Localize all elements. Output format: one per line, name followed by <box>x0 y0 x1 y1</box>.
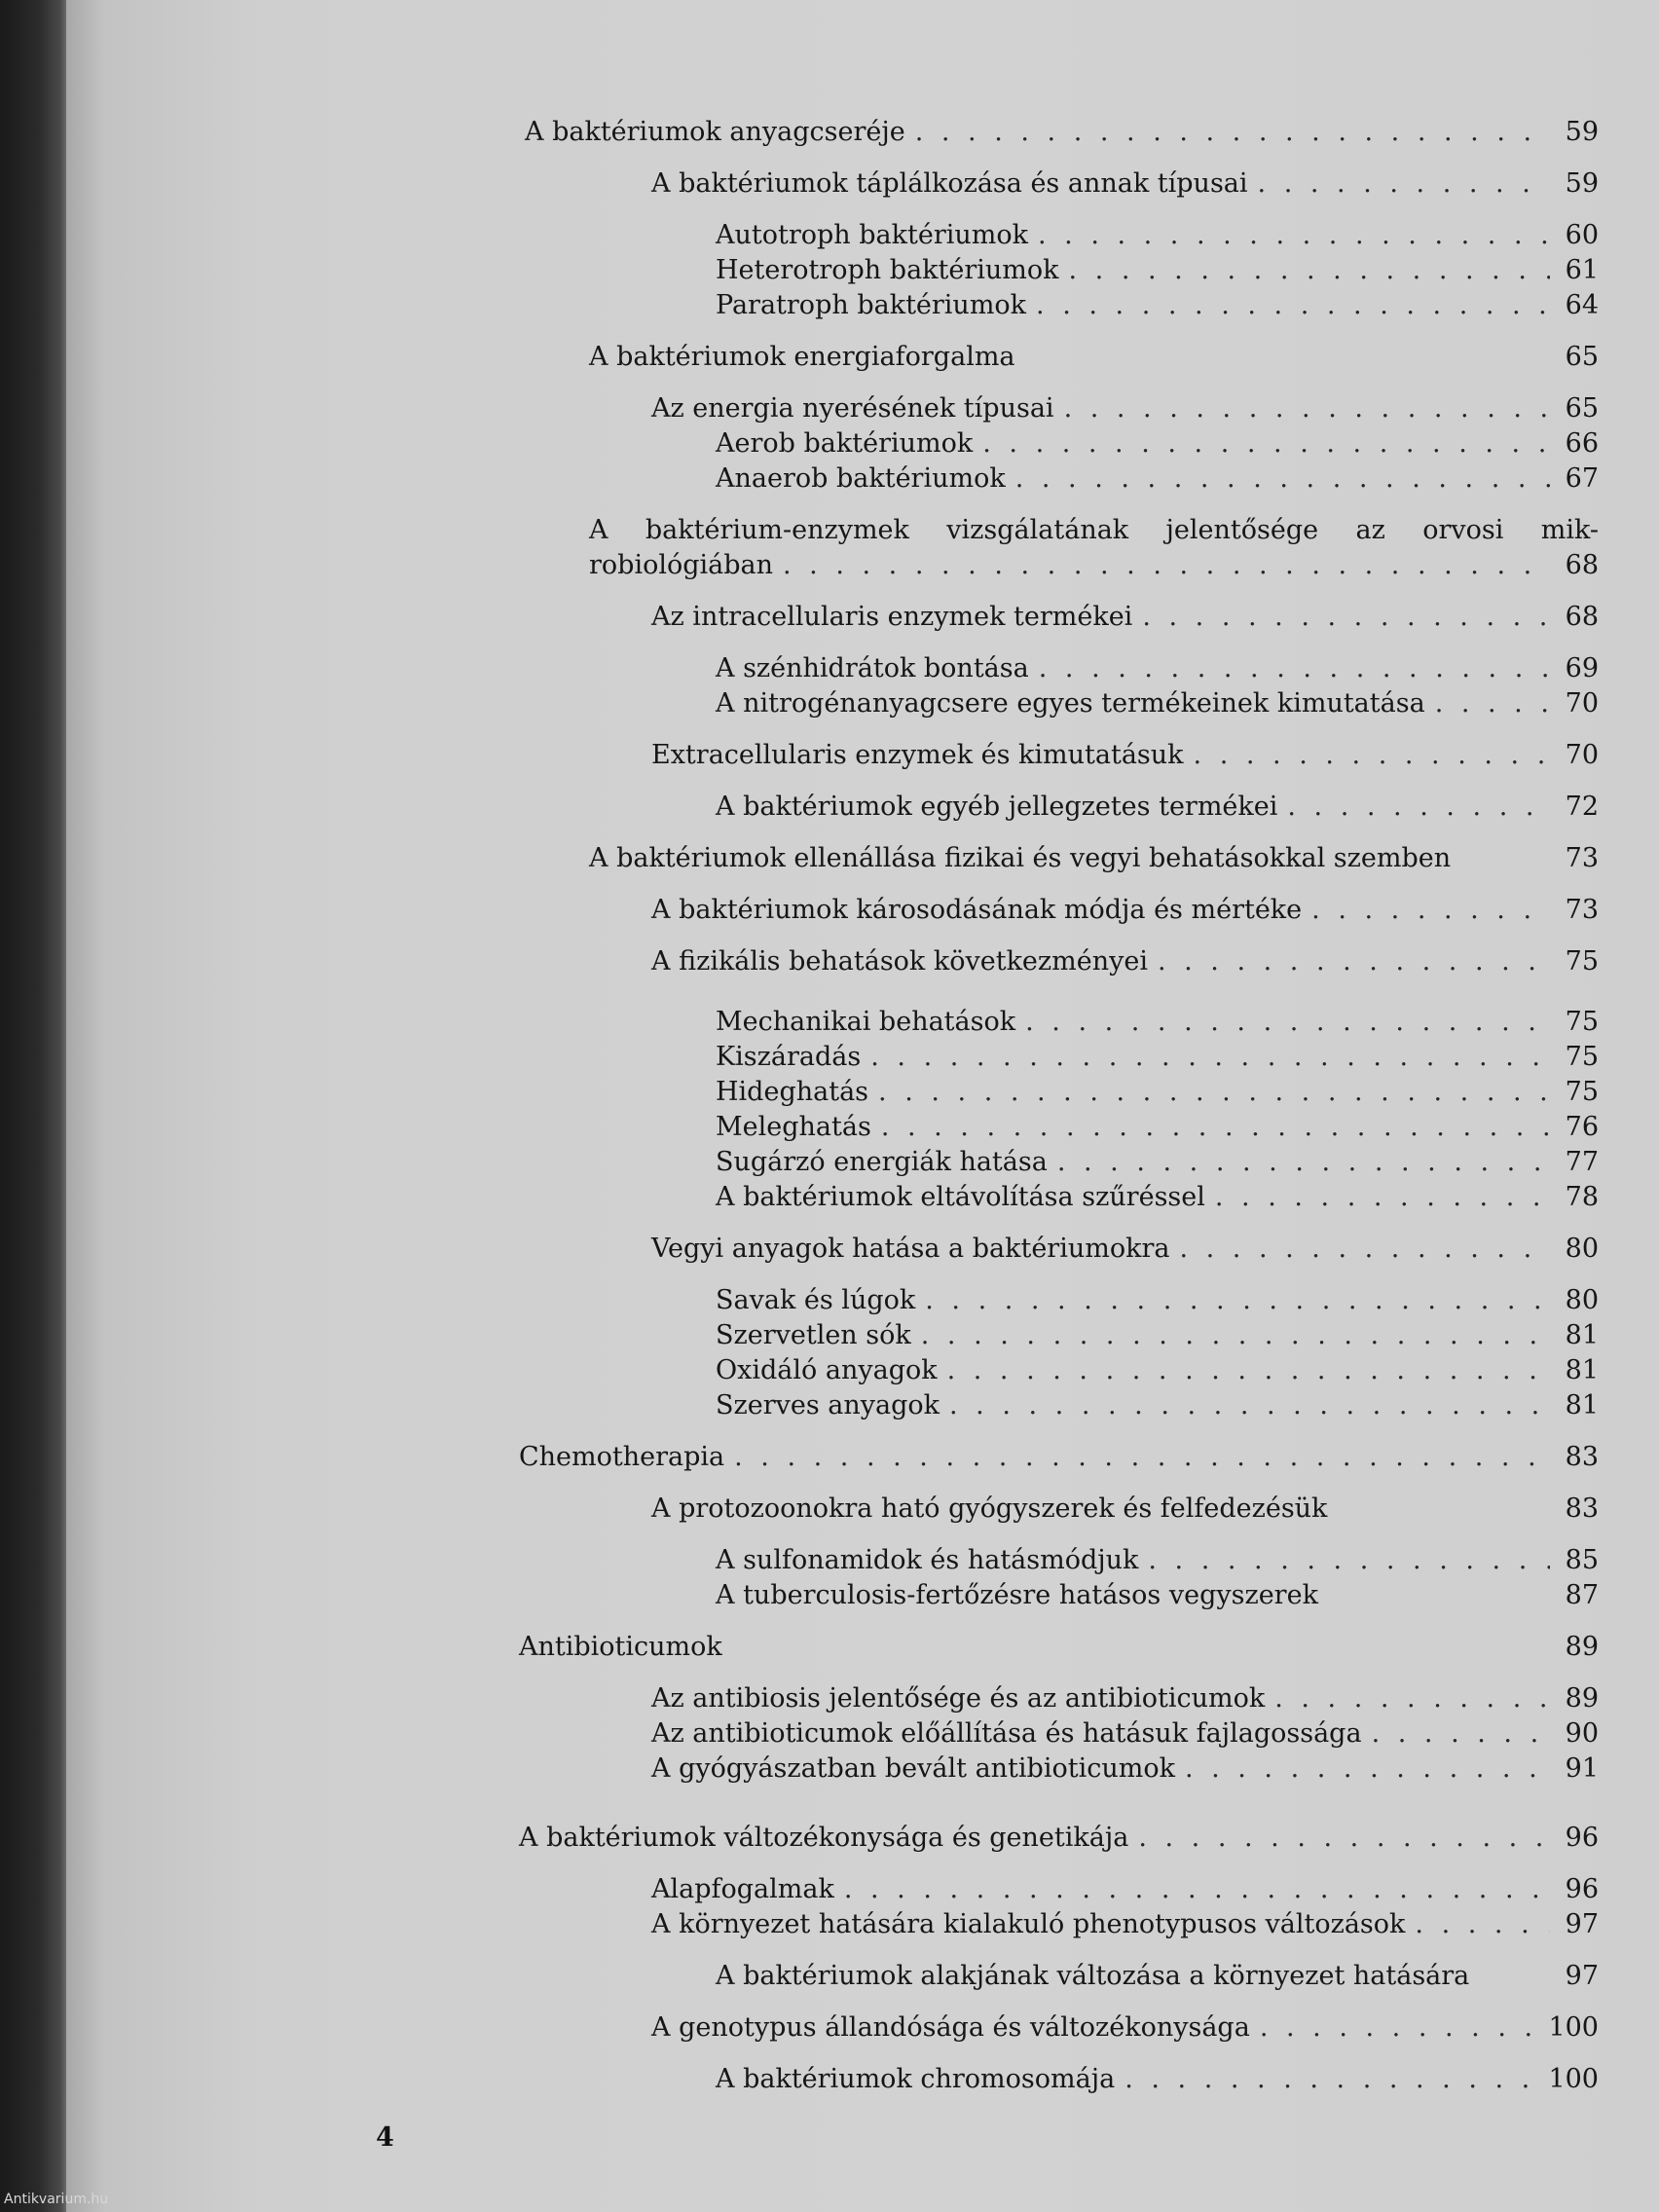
toc-entry-title: A protozoonokra ható gyógyszerek és felfedezésük <box>651 1493 1328 1524</box>
toc-entry <box>716 1318 1599 1353</box>
toc-entry <box>651 1681 1599 1716</box>
toc-entry-page: 100 <box>1548 2012 1599 2043</box>
dot-leader <box>1258 166 1550 202</box>
toc-entry-page: 81 <box>1565 1355 1599 1385</box>
toc-entry-page: 75 <box>1565 946 1599 977</box>
toc-entry <box>651 1232 1599 1267</box>
toc-entry-title: A baktériumok energiaforgalma <box>589 342 1015 372</box>
dot-leader <box>1274 1681 1550 1716</box>
toc-entry <box>651 1751 1599 1787</box>
toc-entry-title: A baktérium-enzymek vizsgálatának jelentősége az orvosi mik- <box>589 515 1599 545</box>
toc-entry-title: Aerob baktériumok <box>716 428 974 459</box>
dot-leader <box>1057 1145 1550 1180</box>
dot-leader <box>1038 218 1550 253</box>
toc-entry <box>519 1821 1599 1856</box>
dot-leader <box>915 115 1550 150</box>
toc-entry-title: Paratroph baktériumok <box>716 290 1027 320</box>
toc-entry-page: 83 <box>1565 1442 1599 1472</box>
toc-entry <box>716 651 1599 686</box>
toc-entry-title: A baktériumok alakjának változása a környezet hatására <box>716 1961 1470 1991</box>
toc-entry-title: A baktériumok ellenállása fizikai és vegyi behatásokkal szemben <box>589 843 1452 873</box>
toc-entry-title: Az energia nyerésének típusai <box>651 393 1054 424</box>
toc-entry-title: Szervetlen sók <box>716 1320 911 1350</box>
toc-entry <box>651 944 1599 979</box>
toc-entry-page: 65 <box>1565 342 1599 372</box>
dot-leader <box>1148 1543 1550 1578</box>
toc-entry-page: 100 <box>1548 2064 1599 2094</box>
toc-entry <box>716 426 1599 461</box>
toc-entry-title: A baktériumok károsodásának módja és mértéke <box>651 895 1303 925</box>
toc-entry <box>651 1716 1599 1751</box>
toc-entry-title: Az antibioticumok előállítása és hatásuk fajlagossága <box>651 1718 1362 1749</box>
toc-entry-page: 70 <box>1565 688 1599 719</box>
toc-entry <box>716 2062 1599 2097</box>
toc-entry-title: Sugárzó energiák hatása <box>716 1147 1048 1177</box>
toc-entry-page: 91 <box>1565 1753 1599 1784</box>
toc-entry <box>519 1630 1599 1665</box>
toc-entry-title: Chemotherapia <box>519 1442 725 1472</box>
toc-entry-title: Mechanikai behatások <box>716 1007 1016 1037</box>
toc-entry-title: Antibioticumok <box>519 1632 722 1662</box>
dot-leader <box>1311 893 1550 928</box>
dot-leader <box>1039 651 1550 686</box>
table-of-contents <box>66 0 1659 2212</box>
dot-leader <box>881 1110 1550 1145</box>
dot-leader <box>1194 738 1550 773</box>
dot-leader <box>1158 944 1550 979</box>
dot-leader <box>1124 2062 1542 2097</box>
toc-entry-title: Meleghatás <box>716 1112 871 1142</box>
toc-entry-page: 89 <box>1565 1683 1599 1714</box>
toc-entry-page: 96 <box>1565 1823 1599 1853</box>
dot-leader <box>1185 1751 1550 1787</box>
dot-leader <box>870 1040 1550 1075</box>
toc-entry-page: 75 <box>1565 1007 1599 1037</box>
toc-entry <box>716 1543 1599 1578</box>
toc-entry <box>525 115 1599 150</box>
dot-leader <box>1064 391 1550 426</box>
toc-entry <box>716 1578 1599 1613</box>
toc-entry-title: A környezet hatására kialakuló phenotypusos változások <box>651 1909 1406 1939</box>
toc-entry <box>589 548 1599 583</box>
toc-entry <box>651 600 1599 635</box>
toc-entry-title: Alapfogalmak <box>651 1874 834 1904</box>
toc-entry-title: Anaerob baktériumok <box>716 463 1006 494</box>
toc-entry-page: 90 <box>1565 1718 1599 1749</box>
toc-entry-page: 60 <box>1565 220 1599 250</box>
toc-entry-page: 68 <box>1565 602 1599 632</box>
toc-entry <box>651 893 1599 928</box>
dot-leader <box>1025 1005 1550 1040</box>
toc-entry-page: 81 <box>1565 1390 1599 1420</box>
toc-entry <box>716 1075 1599 1110</box>
toc-entry-page: 70 <box>1565 740 1599 770</box>
toc-entry <box>716 686 1599 721</box>
toc-entry <box>716 1959 1599 1994</box>
toc-entry <box>716 1388 1599 1423</box>
toc-entry <box>651 166 1599 202</box>
toc-entry-title: Az antibiosis jelentősége és az antibioticumok <box>651 1683 1266 1714</box>
toc-entry-page: 75 <box>1565 1042 1599 1072</box>
toc-entry <box>716 1180 1599 1215</box>
toc-entry <box>716 218 1599 253</box>
dot-leader <box>1435 686 1550 721</box>
toc-entry-page: 73 <box>1565 843 1599 873</box>
dot-leader <box>1287 790 1550 825</box>
toc-entry-page: 89 <box>1565 1632 1599 1662</box>
dot-leader <box>1015 461 1550 497</box>
toc-entry <box>651 2010 1599 2046</box>
dot-leader <box>1069 253 1550 288</box>
toc-entry-title: A tuberculosis-fertőzésre hatásos vegyszerek <box>716 1580 1318 1610</box>
toc-entry-page: 97 <box>1565 1961 1599 1991</box>
toc-entry-page: 81 <box>1565 1320 1599 1350</box>
book-page <box>66 0 1659 2212</box>
toc-entry-title: Kiszáradás <box>716 1042 862 1072</box>
dot-leader <box>878 1075 1550 1110</box>
watermark: Antikvarium.hu <box>4 2192 109 2207</box>
toc-entry-title: Heterotroph baktériumok <box>716 255 1059 285</box>
toc-entry <box>716 1040 1599 1075</box>
toc-entry-page: 76 <box>1565 1112 1599 1142</box>
dot-leader <box>1260 2010 1543 2046</box>
toc-entry-page: 64 <box>1565 290 1599 320</box>
toc-entry-page: 78 <box>1565 1182 1599 1212</box>
toc-entry <box>589 340 1599 375</box>
toc-entry-page: 75 <box>1565 1077 1599 1107</box>
toc-entry-title-cont: robiológiában <box>589 550 774 580</box>
toc-entry <box>651 1492 1599 1527</box>
toc-entry-title: Szerves anyagok <box>716 1390 940 1420</box>
toc-entry <box>716 288 1599 323</box>
toc-entry-page: 72 <box>1565 792 1599 822</box>
dot-leader <box>1215 1180 1550 1215</box>
toc-entry-page: 69 <box>1565 653 1599 683</box>
dot-leader <box>1372 1716 1550 1751</box>
toc-entry-page: 73 <box>1565 895 1599 925</box>
toc-entry-title: A szénhidrátok bontása <box>716 653 1029 683</box>
dot-leader <box>925 1283 1550 1318</box>
toc-entry-title: A nitrogénanyagcsere egyes termékeinek kimutatása <box>716 688 1425 719</box>
dot-leader <box>783 548 1550 583</box>
dot-leader <box>921 1318 1550 1353</box>
toc-entry-title: A baktériumok anyagcseréje <box>525 117 905 147</box>
toc-entry-title: A gyógyászatban bevált antibioticumok <box>651 1753 1175 1784</box>
toc-entry-title: Az intracellularis enzymek termékei <box>651 602 1133 632</box>
toc-entry-title: Autotroph baktériumok <box>716 220 1028 250</box>
toc-entry-page: 66 <box>1565 428 1599 459</box>
dot-leader <box>1415 1907 1550 1942</box>
dot-leader <box>947 1353 1550 1388</box>
toc-entry <box>716 1353 1599 1388</box>
toc-entry-title: Savak és lúgok <box>716 1285 916 1315</box>
toc-entry-page: 65 <box>1565 393 1599 424</box>
dot-leader <box>1179 1232 1550 1267</box>
toc-entry-title: A fizikális behatások következményei <box>651 946 1148 977</box>
dot-leader <box>1138 1821 1550 1856</box>
toc-entry-page: 77 <box>1565 1147 1599 1177</box>
toc-entry <box>716 790 1599 825</box>
toc-entry <box>716 1005 1599 1040</box>
dot-leader <box>844 1872 1550 1907</box>
toc-entry <box>519 1440 1599 1475</box>
toc-entry <box>651 391 1599 426</box>
dot-leader <box>949 1388 1550 1423</box>
toc-entry <box>716 1110 1599 1145</box>
toc-entry-title: A sulfonamidok és hatásmódjuk <box>716 1545 1139 1575</box>
toc-entry-title: A baktériumok eltávolítása szűréssel <box>716 1182 1205 1212</box>
toc-entry-page: 59 <box>1565 117 1599 147</box>
toc-entry-title: Vegyi anyagok hatása a baktériumokra <box>651 1234 1170 1264</box>
toc-entry-title: A baktériumok változékonysága és genetikája <box>519 1823 1129 1853</box>
toc-entry-page: 68 <box>1565 550 1599 580</box>
dot-leader <box>1036 288 1550 323</box>
dot-leader <box>734 1440 1550 1475</box>
toc-entry <box>716 1283 1599 1318</box>
toc-entry-title: Oxidáló anyagok <box>716 1355 938 1385</box>
toc-entry-page: 80 <box>1565 1234 1599 1264</box>
toc-entry-title: A baktériumok táplálkozása és annak típusai <box>651 168 1248 199</box>
toc-entry <box>716 1145 1599 1180</box>
toc-entry-title: Hideghatás <box>716 1077 869 1107</box>
toc-entry <box>651 1872 1599 1907</box>
dot-leader <box>982 426 1550 461</box>
toc-entry <box>651 738 1599 773</box>
toc-entry-line <box>589 513 1599 548</box>
dot-leader <box>1142 600 1550 635</box>
page-number: 4 <box>376 2122 394 2153</box>
toc-entry-title: A genotypus állandósága és változékonysága <box>651 2012 1250 2043</box>
toc-entry-page: 85 <box>1565 1545 1599 1575</box>
toc-entry-page: 87 <box>1565 1580 1599 1610</box>
toc-entry-page: 97 <box>1565 1909 1599 1939</box>
toc-entry-page: 59 <box>1565 168 1599 199</box>
toc-entry-page: 61 <box>1565 255 1599 285</box>
toc-entry <box>651 1907 1599 1942</box>
toc-entry-title: Extracellularis enzymek és kimutatásuk <box>651 740 1184 770</box>
toc-entry-title: A baktériumok egyéb jellegzetes termékei <box>716 792 1278 822</box>
toc-entry-title: A baktériumok chromosomája <box>716 2064 1116 2094</box>
toc-entry <box>716 253 1599 288</box>
toc-entry-page: 96 <box>1565 1874 1599 1904</box>
toc-entry <box>589 841 1599 876</box>
toc-entry <box>716 461 1599 497</box>
toc-entry-page: 67 <box>1565 463 1599 494</box>
book-spine <box>0 0 66 2212</box>
toc-entry-page: 80 <box>1565 1285 1599 1315</box>
toc-entry-page: 83 <box>1565 1493 1599 1524</box>
